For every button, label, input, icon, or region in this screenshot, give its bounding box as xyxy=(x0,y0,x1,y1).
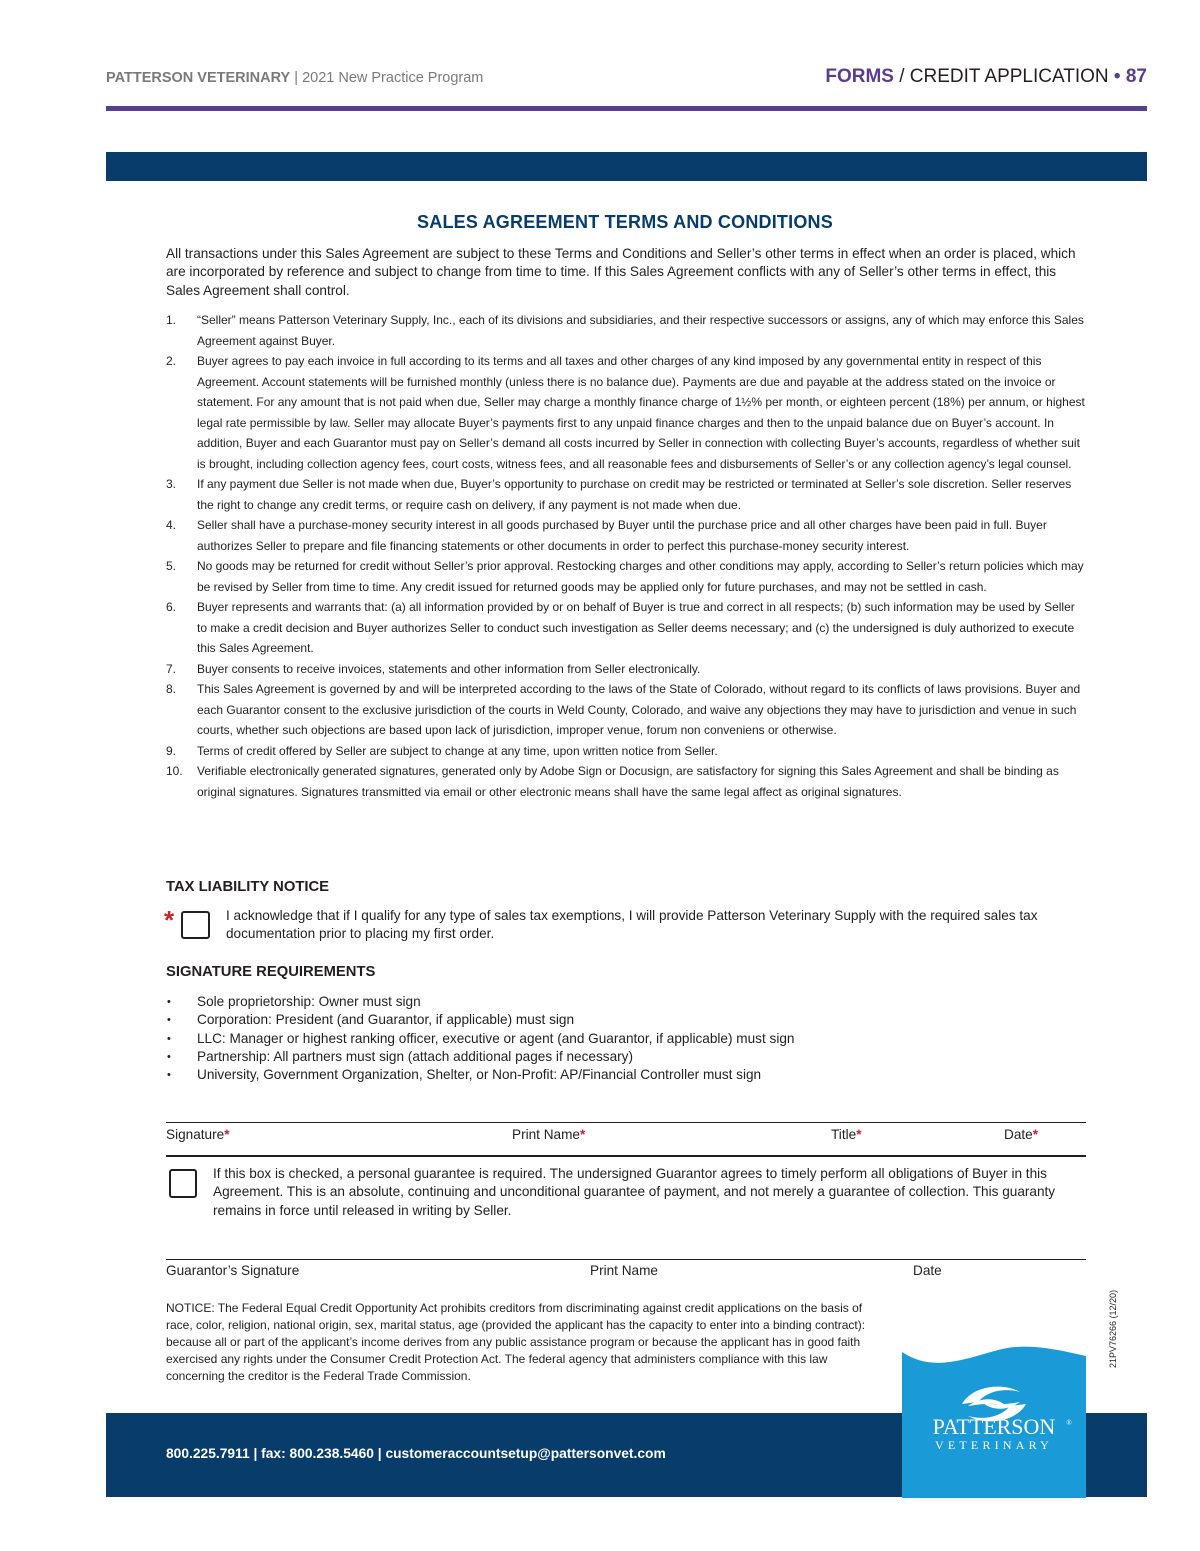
list-item: • University, Government Organization, Shelter, or Non-Profit: AP/Financial Controller must sign xyxy=(166,1066,794,1084)
signature-label: Signature* xyxy=(166,1127,230,1142)
term-number: 6. xyxy=(166,600,177,614)
term-number: 1. xyxy=(166,313,177,327)
list-item: • LLC: Manager or highest ranking officer, executive or agent (and Guarantor, if applicable) must sign xyxy=(166,1030,794,1048)
guarantor-signature-label: Guarantor’s Signature xyxy=(166,1263,300,1278)
term-text: Seller shall have a purchase-money security interest in all goods purchased by Buyer until the purchase price and all other charges have been paid in full. Buyer authorizes Seller to prepare and file financing statements or other documents in order to perfect this purchase-money security interest. xyxy=(197,518,1047,553)
term-text: Terms of credit offered by Seller are subject to change at any time, upon written notice from Seller. xyxy=(197,743,718,758)
logo-sub: VETERINARY xyxy=(935,1438,1053,1452)
guarantor-signature-line[interactable] xyxy=(166,1259,1086,1260)
header-program: 2021 New Practice Program xyxy=(302,70,484,86)
term-item xyxy=(166,741,1088,762)
term-number: 4. xyxy=(166,518,177,532)
intro-paragraph: All transactions under this Sales Agreement are subject to these Terms and Conditions and Seller’s other terms in effect when an order is placed, which are incorporated by reference and subject to change from time to time. If this Sales Agreement conflicts with any of Seller’s other terms in effect, this Sales Agreement shall control. xyxy=(166,246,1076,298)
term-number: 10. xyxy=(166,764,183,778)
header-bullet: • xyxy=(1113,66,1121,87)
guarantor-date-label: Date xyxy=(913,1263,942,1278)
list-item: • Corporation: President (and Guarantor, if applicable) must sign xyxy=(166,1011,794,1029)
term-number: 8. xyxy=(166,682,177,696)
page-title: SALES AGREEMENT TERMS AND CONDITIONS xyxy=(417,212,833,232)
term-item xyxy=(166,597,1088,659)
term-text: If any payment due Seller is not made when due, Buyer’s opportunity to purchase on credit may be restricted or terminated at Seller’s sole discretion. Seller reserves the right to change any credit terms, or require cash on delivery, if any payment is not made when due. xyxy=(197,477,1072,512)
title-label: Title* xyxy=(831,1127,862,1142)
header-separator: | xyxy=(294,70,299,86)
term-number: 3. xyxy=(166,477,177,491)
section-band xyxy=(106,152,1147,181)
date-label: Date* xyxy=(1004,1127,1039,1142)
patterson-veterinary-logo xyxy=(902,1346,1086,1498)
required-asterisk: * xyxy=(164,905,175,935)
header-section-label xyxy=(825,66,1147,88)
signature-requirements-heading: SIGNATURE REQUIREMENTS xyxy=(166,964,376,980)
term-item xyxy=(166,474,1088,515)
term-number: 2. xyxy=(166,354,177,368)
header-slash: / xyxy=(899,66,905,87)
terms-list xyxy=(166,310,1088,802)
term-number: 7. xyxy=(166,661,177,676)
tax-notice-heading: TAX LIABILITY NOTICE xyxy=(166,879,330,895)
term-number: 5. xyxy=(166,559,177,573)
term-item xyxy=(166,351,1088,474)
term-number: 9. xyxy=(166,743,177,758)
tax-acknowledge-text: I acknowledge that if I qualify for any type of sales tax exemptions, I will provide Patterson Veterinary Supply with the required sales tax documentation prior to placing my first order. xyxy=(226,908,1038,942)
term-text: Buyer consents to receive invoices, statements and other information from Seller electronically. xyxy=(197,661,701,676)
form-code: 21PV76266 (12/20) xyxy=(1108,1289,1118,1368)
term-text: Buyer agrees to pay each invoice in full according to its terms and all taxes and other charges of any kind imposed by any governmental entity in respect of this Agreement. Account statements will be furnished monthly (unless there is no balance due). Payments are due and payable at the address stated on the invoice or statement. For any amount that is not paid when due, Seller may charge a monthly finance charge of 1½% per month, or eighteen percent (18%) per annum, or highest legal rate permissible by law. Seller may allocate Buyer’s payments first to any unpaid finance charges and then to the unpaid balance due on Buyer’s account. In addition, Buyer and each Guarantor must pay on Seller’s demand all costs incurred by Seller in connection with collecting Buyer’s accounts, regardless of whether suit is brought, including collection agency fees, court costs, witness fees, and all reasonable fees and disbursements of Seller’s or any collection agency’s legal counsel. xyxy=(197,354,1085,471)
signature-requirements-list xyxy=(166,993,794,1084)
print-name-label: Print Name* xyxy=(512,1127,586,1142)
tax-acknowledge-checkbox[interactable] xyxy=(181,911,210,939)
term-item xyxy=(166,679,1088,741)
term-text: Verifiable electronically generated signatures, generated only by Adobe Sign or Docusign, are satisfactory for signing this Sales Agreement and shall be binding as original signatures. Signatures transmitted via email or other electronic means shall have the same legal affect as original signatures. xyxy=(197,764,1059,799)
list-item: • Sole proprietorship: Owner must sign xyxy=(166,993,794,1011)
header-rule xyxy=(106,106,1147,111)
term-item xyxy=(166,556,1088,597)
logo-name: PATTERSON xyxy=(932,1414,1056,1439)
term-text: This Sales Agreement is governed by and will be interpreted according to the laws of the State of Colorado, without regard to its conflicts of laws provisions. Buyer and each Guarantor consent to the exclusive jurisdiction of the courts in Weld County, Colorado, and waive any objections they may have to jurisdiction and venue in such courts, whether such objections are based upon lack of jurisdiction, improper venue, forum non conveniens or otherwise. xyxy=(197,682,1081,737)
ecoa-notice: NOTICE: The Federal Equal Credit Opportunity Act prohibits creditors from discriminating against credit applications on the basis of race, color, religion, national origin, sex, marital status, age (provided the applicant has the capacity to enter into a binding contract): because all or part of the applicant’s income derives from any public assistance program or because the applicant has in good faith exercised any rights under the Consumer Credit Protection Act. The federal agency that administers compliance with this law concerning the creditor is the Federal Trade Commission. xyxy=(166,1301,866,1383)
term-item xyxy=(166,761,1088,802)
header-section: FORMS xyxy=(825,66,894,87)
term-item xyxy=(166,515,1088,556)
term-text: “Seller” means Patterson Veterinary Supply, Inc., each of its divisions and subsidiaries, and their respective successors or assigns, any of which may enforce this Sales Agreement against Buyer. xyxy=(197,313,1084,348)
term-item xyxy=(166,659,1088,680)
term-item xyxy=(166,310,1088,351)
guarantor-print-name-label: Print Name xyxy=(590,1263,658,1278)
personal-guarantee-checkbox[interactable] xyxy=(169,1169,197,1198)
header-program-label xyxy=(106,70,483,86)
page-number: 87 xyxy=(1125,66,1147,87)
signature-line[interactable] xyxy=(166,1122,1086,1123)
personal-guarantee-text: If this box is checked, a personal guarantee is required. The undersigned Guarantor agrees to timely perform all obligations of Buyer in this Agreement. This is an absolute, continuing and unconditional guarantee of payment, and not merely a guarantee of collection. This guaranty remains in force until released in writing by Seller. xyxy=(213,1166,1056,1218)
divider xyxy=(166,1155,1086,1157)
term-text: No goods may be returned for credit without Seller’s prior approval. Restocking charges and other conditions may apply, according to Seller’s return policies which may be revised by Seller from time to time. Any credit issued for returned goods may be applied only for future purchases, and may not be settled in cash. xyxy=(197,559,1084,594)
list-item: • Partnership: All partners must sign (attach additional pages if necessary) xyxy=(166,1048,794,1066)
footer-contact: 800.225.7911 | fax: 800.238.5460 | customeraccountsetup@pattersonvet.com xyxy=(166,1446,666,1461)
term-text: Buyer represents and warrants that: (a) all information provided by or on behalf of Buyer is true and correct in all respects; (b) such information may be used by Seller to make a credit decision and Buyer authorizes Seller to conduct such investigation as Seller deems necessary; and (c) the undersigned is duly authorized to execute this Sales Agreement. xyxy=(197,600,1075,655)
header-brand: PATTERSON VETERINARY xyxy=(106,70,291,86)
logo-registered: ® xyxy=(1066,1419,1072,1427)
header-subsection: CREDIT APPLICATION xyxy=(909,66,1109,87)
